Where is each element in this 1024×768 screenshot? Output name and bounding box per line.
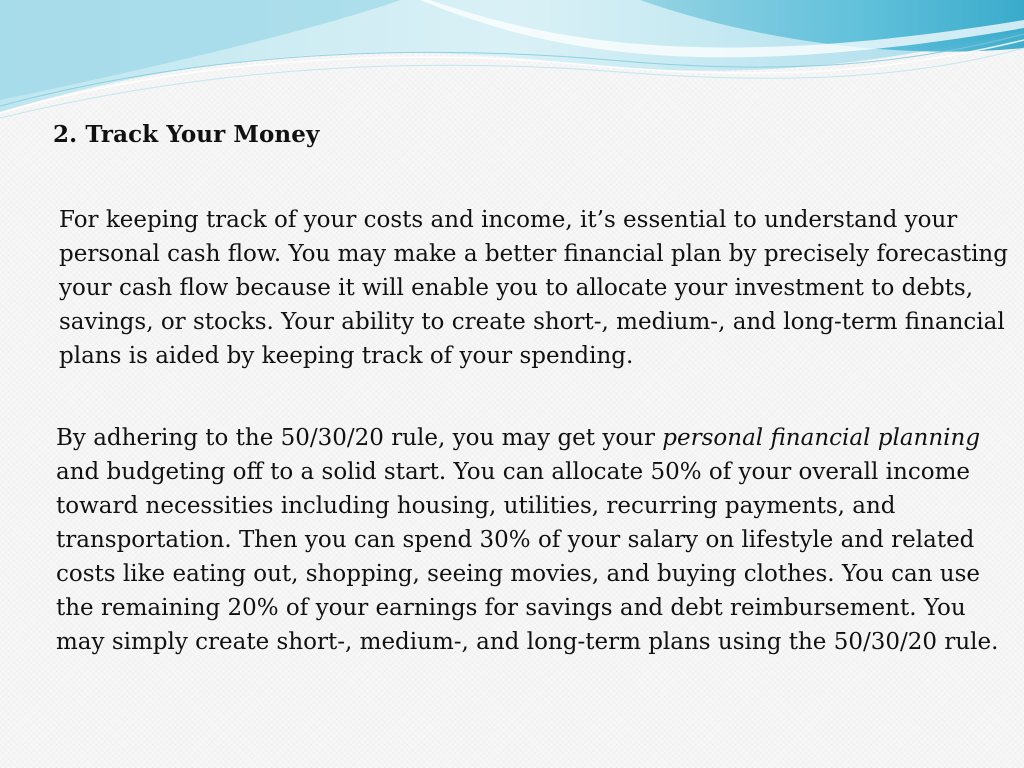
slide-body — [56, 203, 1014, 659]
paragraph-50-30-20-rule — [56, 421, 1014, 659]
emphasis-personal-financial-planning: personal financial planning — [662, 425, 981, 451]
paragraph-cash-flow: For keeping track of your costs and income, it’s essential to understand your personal cash flow. You may make a better financial plan by precisely forecasting your cash flow because it will enable you to allocate your investment to debts, savings, or stocks. Your ability to create short-, medium-, and long-term financial plans is aided by keeping track of your spending. — [59, 207, 1008, 369]
header-wave-decoration — [0, 0, 1024, 120]
paragraph-rest-text: and budgeting off to a solid start. You can allocate 50% of your overall income toward necessities including housing, utilities, recurring payments, and transportation. Then you can spend 30% of your salary on lifestyle and related costs like eating out, shopping, seeing movies, and buying clothes. You can use the remaining 20% of your earnings for savings and debt reimbursement. You may simply create short-, medium-, and long-term plans using the 50/30/20 rule. — [56, 459, 999, 655]
slide-title: 2. Track Your Money — [53, 121, 320, 148]
paragraph-lead-text: By adhering to the 50/30/20 rule, you may get your — [56, 425, 663, 451]
